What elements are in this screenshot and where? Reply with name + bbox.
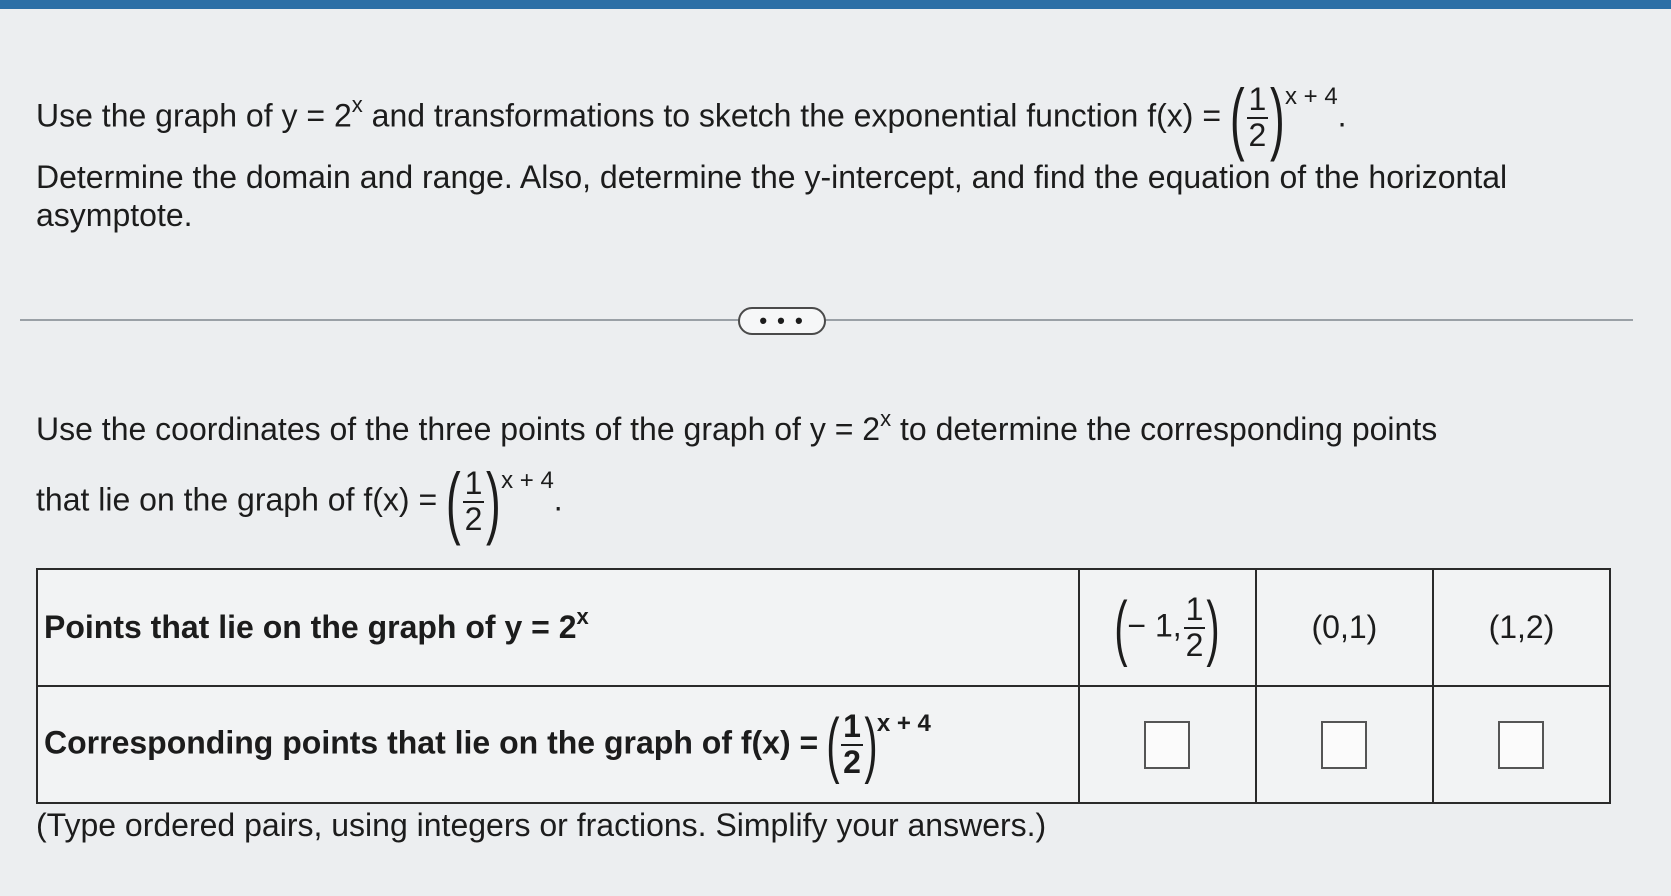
left-paren: ( (1229, 73, 1245, 162)
question-exponent: x + 4 (1284, 83, 1338, 111)
question-text-start: Use the graph of y = 2 (36, 97, 352, 134)
point-cell-1 (1079, 569, 1256, 686)
left-paren: ( (826, 704, 840, 785)
fraction-numerator: 1 (1248, 81, 1267, 118)
instruction-text-end: to determine the corresponding points (891, 411, 1438, 447)
left-paren: ( (1114, 587, 1128, 668)
fraction-numerator: 1 (843, 707, 861, 744)
question-fraction (1247, 83, 1269, 152)
points-table (36, 568, 1611, 804)
show-more-button[interactable]: • • • (738, 307, 826, 335)
row-2-exponent: x + 4 (876, 709, 931, 737)
right-paren: ) (1206, 587, 1221, 668)
point-cell-3: (1,2) (1433, 569, 1610, 686)
row-header-corresponding-points (37, 686, 1079, 803)
instruction-line-1 (36, 406, 1438, 448)
question-exponent-x: x (351, 92, 363, 118)
row-label: Points that lie on the graph of y = 2 (44, 609, 577, 645)
fraction-numerator: 1 (464, 465, 483, 502)
left-paren: ( (446, 457, 461, 546)
point-cell-2: (0,1) (1256, 569, 1433, 686)
point-1-fraction (1184, 590, 1206, 663)
fraction-denominator: 2 (1248, 117, 1267, 153)
answer-input-2[interactable] (1321, 721, 1367, 769)
table-row (37, 686, 1610, 803)
right-paren: ) (486, 457, 502, 546)
question-text-middle: and transformations to sketch the exponential function f(x) = (362, 97, 1230, 134)
right-paren: ) (1270, 73, 1285, 162)
row-header-original-points (37, 569, 1079, 686)
fraction-denominator: 2 (1185, 626, 1204, 663)
instruction-fraction (463, 467, 485, 536)
instruction-line-2 (36, 457, 563, 546)
right-paren: ) (864, 704, 878, 785)
fraction-denominator: 2 (464, 501, 483, 537)
answer-input-1[interactable] (1144, 721, 1190, 769)
instructions-note: (Type ordered pairs, using integers or fractions. Simplify your answers.) (36, 807, 1047, 843)
instruction-period: . (553, 481, 563, 518)
row-2-fraction (841, 707, 863, 780)
row-label: Corresponding points that lie on the graph of f(x) = (44, 723, 828, 760)
instruction-exponent-x: x (880, 406, 892, 431)
instruction-text-function: that lie on the graph of f(x) = (36, 481, 447, 518)
fraction-denominator: 2 (843, 743, 861, 780)
instruction-exponent: x + 4 (501, 467, 554, 495)
table-row (37, 569, 1610, 686)
row-label-exponent: x (576, 604, 589, 629)
answer-input-3[interactable] (1498, 721, 1544, 769)
answer-cell-3 (1433, 686, 1610, 803)
instruction-text-start: Use the coordinates of the three points of the graph of y = 2 (36, 411, 881, 447)
answer-cell-1 (1079, 686, 1256, 803)
section-divider (20, 319, 1633, 321)
point-1-x: − 1, (1127, 606, 1182, 643)
fraction-numerator: 1 (1185, 590, 1204, 627)
question-period: . (1337, 97, 1347, 134)
question-line-2: Determine the domain and range. Also, determine the y-intercept, and find the equation of the horizontal asymptote. (36, 159, 1508, 234)
answer-cell-2 (1256, 686, 1433, 803)
question-line-1 (36, 73, 1347, 162)
top-bar (0, 0, 1671, 9)
